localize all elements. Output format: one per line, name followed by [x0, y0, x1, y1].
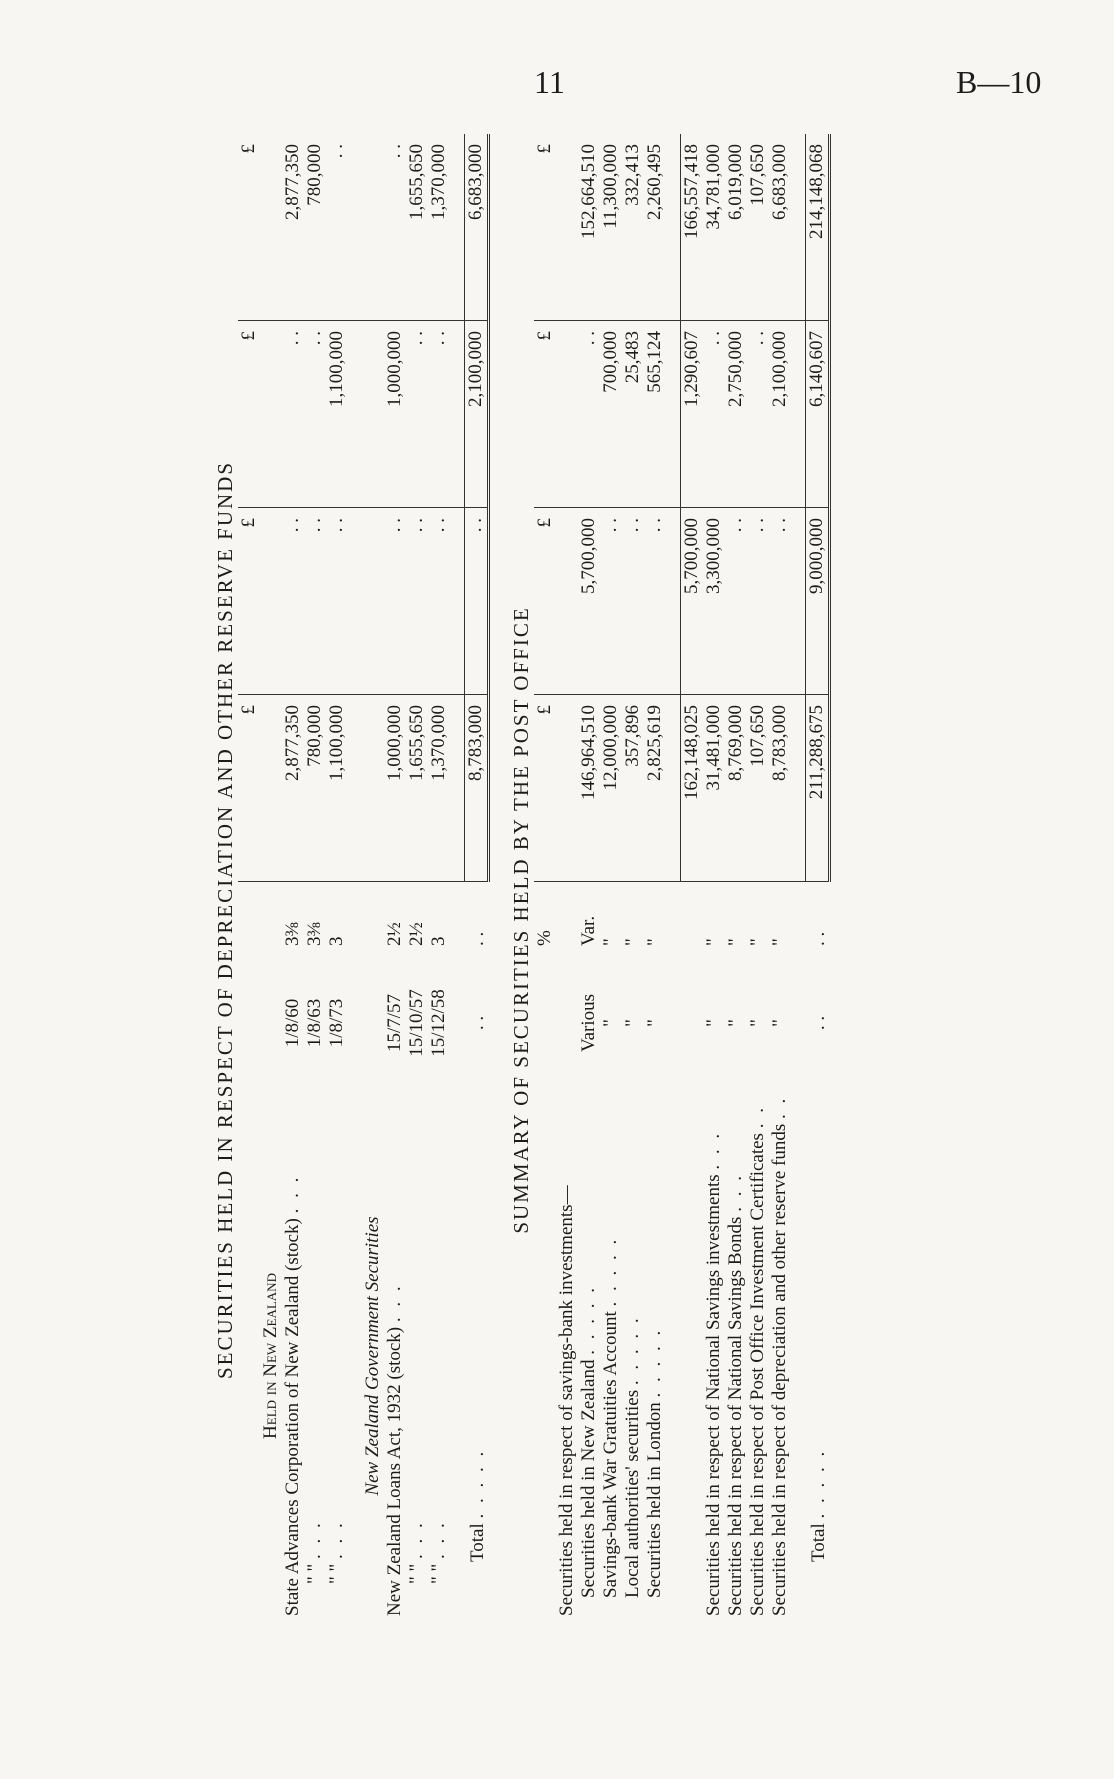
maturity: . .: [466, 1015, 488, 1031]
row-desc: " ": [428, 1563, 449, 1584]
post-office-summary-table: [534, 134, 831, 1620]
col2: . .: [747, 508, 769, 695]
rate: 3⅜: [282, 922, 303, 946]
maturity: ": [769, 1019, 790, 1027]
row-desc: Securities held in respect of National Savings investments: [703, 1174, 724, 1616]
col2: . .: [644, 508, 666, 695]
col4: 332,413: [622, 134, 644, 321]
total-row: [465, 134, 489, 1620]
table-row: [304, 134, 326, 1620]
col4: 2,877,350: [282, 134, 304, 321]
row-desc: " ": [406, 1563, 427, 1584]
rate: 3⅜: [304, 922, 325, 946]
page-code: B—10: [956, 64, 1042, 100]
maturity: ": [703, 1019, 724, 1027]
rate: ": [747, 938, 768, 946]
leader-dots: . . .: [703, 1130, 724, 1170]
maturity: 1/8/63: [304, 998, 325, 1048]
table-row: [326, 134, 348, 1620]
col3: 25,483: [622, 321, 644, 508]
rate: 3: [326, 936, 347, 946]
units-row: [534, 134, 556, 1620]
col1: 2,877,350: [282, 695, 304, 882]
col2: . .: [384, 508, 406, 695]
leader-dots: . . .: [428, 1520, 449, 1559]
col3: 2,750,000: [725, 321, 747, 508]
total-label: Total: [807, 1523, 829, 1562]
col1: 107,650: [747, 695, 769, 882]
table-row: [384, 134, 406, 1620]
col2: 3,300,000: [703, 508, 725, 695]
maturity: 1/8/73: [326, 998, 347, 1048]
col4: 6,019,000: [725, 134, 747, 321]
maturity: ": [644, 1019, 665, 1027]
col3: 565,124: [644, 321, 666, 508]
row-desc: New Zealand Loans Act, 1932 (stock): [384, 1326, 405, 1616]
subheading: Held in New Zealand: [260, 1273, 281, 1439]
section2-title: SUMMARY OF SECURITIES HELD BY THE POST OFFICE: [509, 606, 533, 1234]
col3: 1,000,000: [384, 321, 406, 508]
col2: . .: [304, 508, 326, 695]
total-col2: 9,000,000: [806, 508, 830, 695]
col4: 34,781,000: [703, 134, 725, 321]
page-number: 11: [534, 64, 565, 100]
maturity: ": [622, 1019, 643, 1027]
leader-dots: . . . . .: [807, 1448, 829, 1519]
col1: 2,825,619: [644, 695, 666, 882]
col2: 5,700,000: [578, 508, 600, 695]
leader-dots: . . . . .: [622, 1315, 643, 1386]
total-col3: 6,140,607: [806, 321, 830, 508]
col4: 107,650: [747, 134, 769, 321]
col4: 1,370,000: [428, 134, 450, 321]
rate: ": [600, 938, 621, 946]
total-col4: 6,683,000: [465, 134, 489, 321]
maturity: Various: [578, 993, 599, 1053]
units-row: [238, 134, 260, 1620]
row-desc: Securities held in London: [644, 1402, 665, 1598]
col2: . .: [406, 508, 428, 695]
col1: 357,896: [622, 695, 644, 882]
unit-col4: £: [238, 134, 260, 321]
col1: 1,000,000: [384, 695, 406, 882]
leader-dots: . . .: [406, 1520, 427, 1559]
table-row: [622, 134, 644, 1620]
col1: 1,655,650: [406, 695, 428, 882]
col2: . .: [326, 508, 348, 695]
col4: 152,664,510: [578, 134, 600, 321]
maturity: ": [725, 1019, 746, 1027]
subtotal-col1: 162,148,025: [681, 695, 704, 882]
row-desc: Securities held in respect of depreciation and other reserve funds: [769, 1123, 790, 1616]
row-desc: Securities held in respect of Post Office Investment Certificates: [747, 1133, 768, 1616]
subheading-row: [260, 134, 282, 1620]
savings-heading: Securities held in respect of savings-bank investments—: [556, 1185, 577, 1616]
leader-dots: . . . . .: [644, 1327, 665, 1398]
col4: 6,683,000: [769, 134, 791, 321]
total-col4: 214,148,068: [806, 134, 830, 321]
leader-dots: . . . . .: [466, 1448, 488, 1519]
col3: 700,000: [600, 321, 622, 508]
table-row: [644, 134, 666, 1620]
col2: . .: [428, 508, 450, 695]
rate-unit: %: [534, 930, 555, 946]
row-desc: Savings-bank War Gratuities Account: [600, 1311, 621, 1598]
col1: 31,481,000: [703, 695, 725, 882]
col3: . .: [578, 321, 600, 508]
rate: ": [725, 938, 746, 946]
leader-dots: . . . . .: [600, 1236, 621, 1307]
table-row: [406, 134, 428, 1620]
subtotal-col2: 5,700,000: [681, 508, 704, 695]
col1: 12,000,000: [600, 695, 622, 882]
row-desc: " ": [326, 1563, 347, 1584]
rate: 3: [428, 936, 449, 946]
table-row: [600, 134, 622, 1620]
subheading-row: [362, 134, 384, 1620]
col2: . .: [725, 508, 747, 695]
col4: 11,300,000: [600, 134, 622, 321]
subtotal-col3: 1,290,607: [681, 321, 704, 508]
leader-dots: . . .: [725, 1173, 746, 1212]
row-desc: Local authorities' securities: [622, 1389, 643, 1598]
subtotal-col4: 166,557,418: [681, 134, 704, 321]
subtotal-row: [681, 134, 704, 1620]
col4: . .: [384, 134, 406, 321]
maturity: ": [600, 1019, 621, 1027]
leader-dots: . . .: [282, 1174, 303, 1214]
col3: . .: [406, 321, 428, 508]
col3: . .: [428, 321, 450, 508]
section1-title: SECURITIES HELD IN RESPECT OF DEPRECIATION AND OTHER RESERVE FUNDS: [213, 460, 237, 1380]
leader-dots: . .: [747, 1105, 768, 1129]
leader-dots: . .: [769, 1095, 790, 1120]
row-desc: " ": [304, 1563, 325, 1584]
col2: . .: [600, 508, 622, 695]
table-row: [747, 134, 769, 1620]
table-row: [578, 134, 600, 1620]
unit-col3: £: [534, 321, 556, 508]
maturity: 1/8/60: [282, 998, 303, 1048]
rate: . .: [466, 931, 488, 946]
col1: 1,100,000: [326, 695, 348, 882]
table-row: [769, 134, 791, 1620]
row-desc: Securities held in New Zealand: [578, 1359, 599, 1598]
table-row: [703, 134, 725, 1620]
rate: ": [644, 938, 665, 946]
table-row: [282, 134, 304, 1620]
total-col3: 2,100,000: [465, 321, 489, 508]
rate: ": [769, 938, 790, 946]
total-label: Total: [466, 1523, 488, 1562]
leader-dots: . . . . .: [578, 1285, 599, 1355]
reserve-funds-table: [238, 134, 490, 1620]
unit-col1: £: [534, 695, 556, 882]
maturity: 15/10/57: [406, 989, 427, 1057]
rate: ": [703, 938, 724, 946]
maturity: 15/7/57: [384, 993, 405, 1053]
rate: ": [622, 938, 643, 946]
leader-dots: . . .: [384, 1283, 405, 1323]
table-row: [428, 134, 450, 1620]
col4: 780,000: [304, 134, 326, 321]
row-desc: State Advances Corporation of New Zealand (stock): [282, 1218, 303, 1616]
col4: 1,655,650: [406, 134, 428, 321]
col1: 1,370,000: [428, 695, 450, 882]
col4: 2,260,495: [644, 134, 666, 321]
unit-col1: £: [238, 695, 260, 882]
rate: 2½: [384, 922, 405, 946]
col1: 780,000: [304, 695, 326, 882]
table-row: [725, 134, 747, 1620]
col1: 146,964,510: [578, 695, 600, 882]
unit-col2: £: [534, 508, 556, 695]
col2: . .: [769, 508, 791, 695]
rate: 2½: [406, 922, 427, 946]
total-col1: 8,783,000: [465, 695, 489, 882]
col1: 8,783,000: [769, 695, 791, 882]
total-col2: . .: [465, 508, 489, 695]
col4: . .: [326, 134, 348, 321]
unit-col3: £: [238, 321, 260, 508]
unit-col4: £: [534, 134, 556, 321]
unit-col2: £: [238, 508, 260, 695]
col3: . .: [747, 321, 769, 508]
row-desc: Securities held in respect of National Savings Bonds: [725, 1216, 746, 1616]
maturity: . .: [807, 1015, 829, 1031]
col3: 2,100,000: [769, 321, 791, 508]
rotated-table-sheet: [212, 144, 972, 1620]
total-row: [806, 134, 830, 1620]
leader-dots: . . .: [326, 1520, 347, 1559]
rate: . .: [807, 931, 829, 946]
col3: 1,100,000: [326, 321, 348, 508]
maturity: 15/12/58: [428, 989, 449, 1057]
leader-dots: . . .: [304, 1520, 325, 1559]
col3: . .: [703, 321, 725, 508]
maturity: ": [747, 1019, 768, 1027]
col1: 8,769,000: [725, 695, 747, 882]
col2: . .: [622, 508, 644, 695]
total-col1: 211,288,675: [806, 695, 830, 882]
subheading2: New Zealand Government Securities: [362, 1216, 383, 1496]
col2: . .: [282, 508, 304, 695]
heading-row: [556, 134, 578, 1620]
rate: Var.: [578, 915, 599, 946]
col3: . .: [282, 321, 304, 508]
col3: . .: [304, 321, 326, 508]
